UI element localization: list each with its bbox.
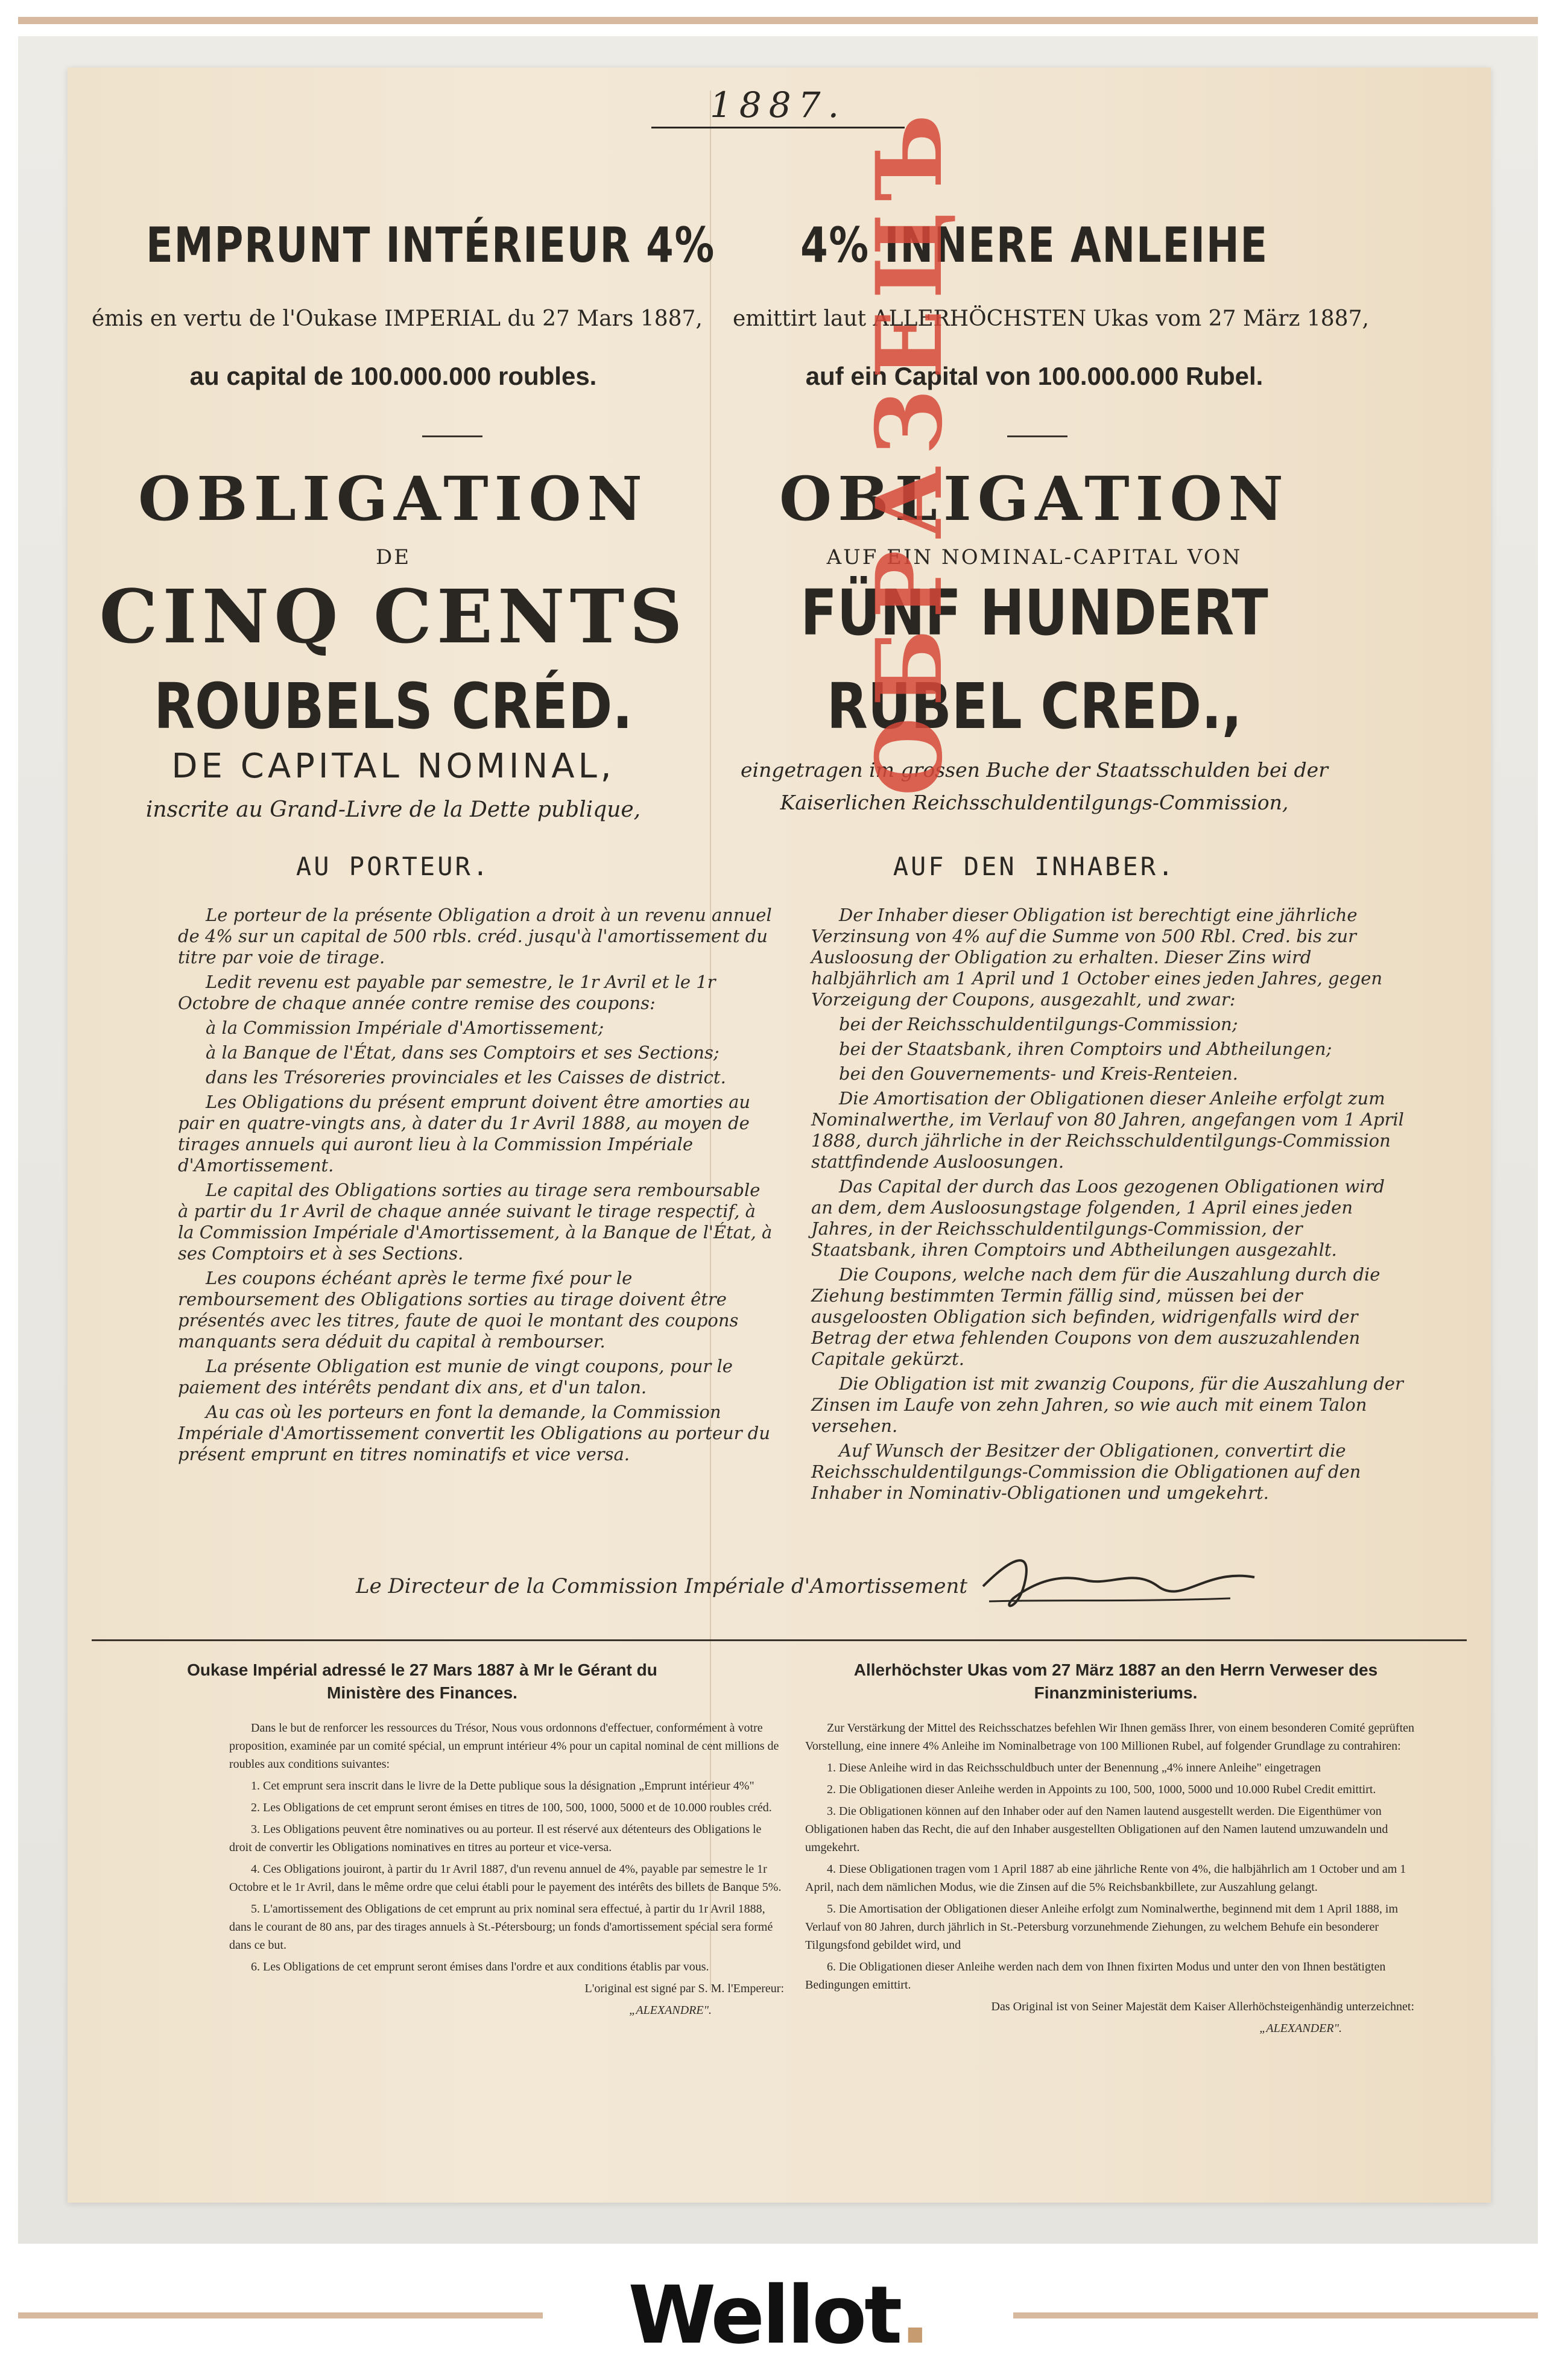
left-paragraph: à la Banque de l'État, dans ses Comptoirs et ses Sections; bbox=[206, 1042, 719, 1063]
right-registered: eingetragen im grossen Buche der Staatsschulden bei der Kaiserlichen Reichsschuldentilgungs-Commission, bbox=[741, 758, 1328, 814]
lower-right-item: 2. Die Obligationen dieser Anleihe werden in Appoints zu 100, 500, 1000, 5000 und 10.000 Rubel Credit emittirt. bbox=[827, 1783, 1376, 1796]
lower-left-item: 2. Les Obligations de cet emprunt seront émises en titres de 100, 500, 1000, 5000 et de 10.000 roubles créd. bbox=[251, 1801, 772, 1814]
lower-left-heading: Oukase Impérial adressé le 27 Mars 1887 à Mr le Gérant du Ministère des Finances. bbox=[187, 1660, 657, 1702]
left-paragraph: Les Obligations du présent emprunt doivent être amorties au pair en quatre-vingts ans, à dater du 1r Avril 1888, au moyen de tirages annuels qui auront lieu à la Commission Impériale d'Amortissement. bbox=[178, 1092, 751, 1176]
top-rule bbox=[18, 17, 1538, 24]
left-capital: au capital de 100.000.000 roubles. bbox=[189, 362, 597, 390]
lower-left-item: 6. Les Obligations de cet emprunt seront émises dans l'ordre et aux conditions établis par vous. bbox=[251, 1960, 709, 1973]
wellot-logo bbox=[627, 2269, 929, 2362]
right-paragraph: Die Amortisation der Obligationen dieser Anleihe erfolgt zum Nominalwerthe, im Verlauf von 80 Jahren, angefangen vom 1 April 1888, durch jährliche in der Reichsschuldentilgungs-Commission stattfindende Ausloosungen. bbox=[811, 1088, 1404, 1172]
footer-rule-left bbox=[18, 2312, 543, 2318]
lower-right-text bbox=[805, 1719, 1414, 2041]
right-amount: FÜNF HUNDERT bbox=[800, 576, 1268, 650]
lower-left-item: 4. Ces Obligations jouiront, à partir du 1r Avril 1887, d'un revenu annuel de 4%, payable par semestre le 1r Octobre et le 1r Avril, dans le même ordre que celui établi pour le payement des intérêts des billets de Banque 5%. bbox=[229, 1863, 782, 1894]
left-obligation: OBLIGATION bbox=[138, 463, 648, 534]
lower-left-intro: Dans le but de renforcer les ressources du Trésor, Nous vous ordonnons d'effectuer, conformément à votre proposition, examinée par un comité spécial, un emprunt intérieur 4% pour un capital nominal de cent millions de roubles aux conditions suivantes: bbox=[229, 1721, 779, 1771]
left-paragraph: dans les Trésoreries provinciales et les Caisses de district. bbox=[206, 1067, 726, 1087]
left-issued: émis en vertu de l'Oukase IMPERIAL du 27 Mars 1887, bbox=[92, 306, 703, 331]
right-currency: RUBEL CRED., bbox=[826, 669, 1242, 743]
left-paragraph: La présente Obligation est munie de vingt coupons, pour le paiement des intérêts pendant dix ans, et d'un talon. bbox=[178, 1356, 733, 1397]
right-paragraph: Auf Wunsch der Besitzer der Obligationen, convertirt die Reichsschuldentilgungs-Commission die Obligationen auf den Inhaber in Nominativ-Obligationen und umgekehrt. bbox=[811, 1440, 1361, 1503]
logo-text: Wellot bbox=[628, 2269, 900, 2362]
specimen-stamp: ОБРАЗЕЦЪ bbox=[856, 103, 963, 796]
left-paragraph: Les coupons échéant après le terme fixé pour le remboursement des Obligations sorties au tirage doivent être présentés avec les titres, faute de quoi le montant des coupons manquants sera déduit du capital à rembourser. bbox=[178, 1268, 739, 1352]
lower-left-item: 1. Cet emprunt sera inscrit dans le livre de la Dette publique sous la désignation „Emprunt intérieur 4%" bbox=[251, 1779, 754, 1793]
left-currency: ROUBELS CRÉD. bbox=[154, 669, 633, 743]
footer-rule-right bbox=[1013, 2312, 1538, 2318]
right-title: 4% INNERE ANLEIHE bbox=[800, 217, 1268, 273]
lower-right-item: 5. Die Amortisation der Obligationen dieser Anleihe erfolgt zum Nominalwerthe, beginnend mit dem 1 April 1888, im Verlauf von 80 Jahren, durch jährlich in St.-Petersburg vorzunehmende Ziehungen, zu welchem Behufe ein besonderer Tilgungsfond gebildet wird, und bbox=[805, 1902, 1399, 1952]
lower-right-item: 3. Die Obligationen können auf den Inhaber oder auf den Namen lautend ausgestellt werden. Die Eigenthümer von Obligationen haben das Recht, die auf den Inhaber ausgestellten Obligationen auf den Namen lautend umzuwandeln und umgekehrt. bbox=[805, 1805, 1388, 1854]
handwritten-signature bbox=[977, 1544, 1267, 1616]
lower-left-item: 5. L'amortissement des Obligations de cet emprunt au prix nominal sera effectué, à partir du 1r Avril 1888, dans le courant de 80 ans, par des tirages annuels à St.-Pétersbourg; un fonds d'amortissement spécial sera formé dans ce but. bbox=[229, 1902, 773, 1952]
lower-right-item: 6. Die Obligationen dieser Anleihe werden nach dem von Ihnen fixirten Modus und unter den von Ihnen bestätigten Bedingungen emittirt. bbox=[805, 1960, 1386, 1992]
left-inscribed: inscrite au Grand-Livre de la Dette publique, bbox=[145, 797, 641, 822]
lower-left-name: „ALEXANDRE". bbox=[629, 2004, 712, 2017]
right-paragraph: Das Capital der durch das Loos gezogenen Obligationen wird an dem, dem Ausloosungstage folgenden, 1 April eines jeden Jahres, in der Reichsschuldentilgungs-Commission, der Staatsbank, ihren Comptoirs und Abtheilungen ausgezahlt. bbox=[811, 1176, 1385, 1260]
right-separator bbox=[1007, 435, 1067, 437]
right-body bbox=[811, 905, 1408, 1507]
right-paragraph: bei den Gouvernements- und Kreis-Renteien. bbox=[839, 1063, 1238, 1084]
left-body bbox=[178, 905, 775, 1469]
left-de: DE bbox=[375, 545, 411, 569]
logo-dot: . bbox=[900, 2269, 928, 2362]
left-nominal: DE CAPITAL NOMINAL, bbox=[171, 747, 615, 786]
left-title: EMPRUNT INTÉRIEUR 4% bbox=[146, 217, 715, 273]
left-paragraph: Ledit revenu est payable par semestre, le 1r Avril et le 1r Octobre de chaque année contre remise des coupons: bbox=[178, 972, 716, 1013]
right-bearer: AUF DEN INHABER. bbox=[893, 852, 1176, 881]
left-paragraph: Le capital des Obligations sorties au tirage sera remboursable à partir du 1r Avril de chaque année suivant le tirage respectif, à la Commission Impériale d'Amortissement, à la Banque de l'État, à ses Comptoirs et à ses Sections. bbox=[178, 1180, 773, 1264]
lower-right-item: 1. Diese Anleihe wird in das Reichsschuldbuch unter der Benennung „4% innere Anleihe" eingetragen bbox=[827, 1761, 1321, 1774]
lower-right-name: „ALEXANDER". bbox=[1259, 2022, 1342, 2035]
left-bearer: AU PORTEUR. bbox=[296, 852, 491, 881]
right-paragraph: bei der Reichsschuldentilgungs-Commission; bbox=[839, 1014, 1238, 1034]
lower-right-signed: Das Original ist von Seiner Majestät dem Kaiser Allerhöchsteigenhändig unterzeichnet: bbox=[991, 2000, 1414, 2013]
left-paragraph: Au cas où les porteurs en font la demande, la Commission Impériale d'Amortissement convertit les Obligations au porteur du présent emprunt en titres nominatifs et vice versa. bbox=[178, 1402, 771, 1464]
lower-right-heading: Allerhöchster Ukas vom 27 März 1887 an den Herrn Verweser des Finanzministeriums. bbox=[853, 1660, 1378, 1702]
lower-right-item: 4. Diese Obligationen tragen vom 1 April 1887 ab eine jährliche Rente von 4%, die halbjährlich am 1 October und am 1 April, nach dem nämlichen Modus, wie die Zinsen auf die 5% Reichsbankbillete, zur Auszahlung gelangt. bbox=[805, 1863, 1406, 1894]
lower-left-signed: L'original est signé par S. M. l'Empereur: bbox=[584, 1982, 784, 1995]
right-obligation: OBLIGATION bbox=[779, 463, 1289, 534]
right-paragraph: Der Inhaber dieser Obligation ist berechtigt eine jährliche Verzinsung von 4% auf die Summe von 500 Rbl. Cred. bis zur Ausloosung der Obligation zu erhalten. Dieser Zins wird halbjährlich am 1 April und 1 October eines jeden Jahres, gegen Vorzeigung der Coupons, ausgezahlt, und zwar: bbox=[811, 905, 1383, 1010]
right-paragraph: Die Obligation ist mit zwanzig Coupons, für die Auszahlung der Zinsen im Laufe von zehn Jahren, so wie auch mit einem Talon versehen. bbox=[811, 1373, 1403, 1436]
year-number: 1887. bbox=[709, 84, 847, 125]
director-signature-line: Le Directeur de la Commission Impériale d'Amortissement bbox=[356, 1574, 968, 1598]
lower-divider bbox=[92, 1639, 1467, 1641]
right-paragraph: Die Coupons, welche nach dem für die Auszahlung durch die Ziehung bestimmten Termin fällig sind, müssen bei der ausgeloosten Obligation sich befinden, widrigenfalls wird der Betrag der etwa fehlenden Coupons von dem auszuzahlenden Capitale gekürzt. bbox=[811, 1264, 1380, 1369]
right-sub: AUF EIN NOMINAL-CAPITAL VON bbox=[826, 545, 1242, 569]
lower-left-text bbox=[229, 1719, 784, 2023]
left-separator bbox=[422, 435, 482, 437]
right-paragraph: bei der Staatsbank, ihren Comptoirs und Abtheilungen; bbox=[839, 1039, 1332, 1059]
left-paragraph: à la Commission Impériale d'Amortissement; bbox=[206, 1018, 604, 1038]
left-paragraph: Le porteur de la présente Obligation a droit à un revenu annuel de 4% sur un capital de 500 rbls. créd. jusqu'à l'amortissement du titre par voie de tirage. bbox=[178, 905, 772, 967]
lower-right-intro: Zur Verstärkung der Mittel des Reichsschatzes befehlen Wir Ihnen gemäss Ihrer, von einem besonderen Comité geprüften Vorstellung, eine innere 4% Anleihe im Nominalbetrage von 100 Millionen Rubel, auf folgender Grundlage zu contrahiren: bbox=[805, 1721, 1415, 1753]
lower-left-item: 3. Les Obligations peuvent être nominatives ou au porteur. Il est réservé aux détenteurs des Obligations le droit de convertir les Obligations nominatives en titres au porteur et vice-versa. bbox=[229, 1823, 762, 1854]
right-issued: emittirt laut ALLERHÖCHSTEN Ukas vom 27 März 1887, bbox=[733, 306, 1369, 331]
right-capital: auf ein Capital von 100.000.000 Rubel. bbox=[805, 362, 1263, 390]
left-amount: CINQ CENTS bbox=[99, 573, 688, 660]
